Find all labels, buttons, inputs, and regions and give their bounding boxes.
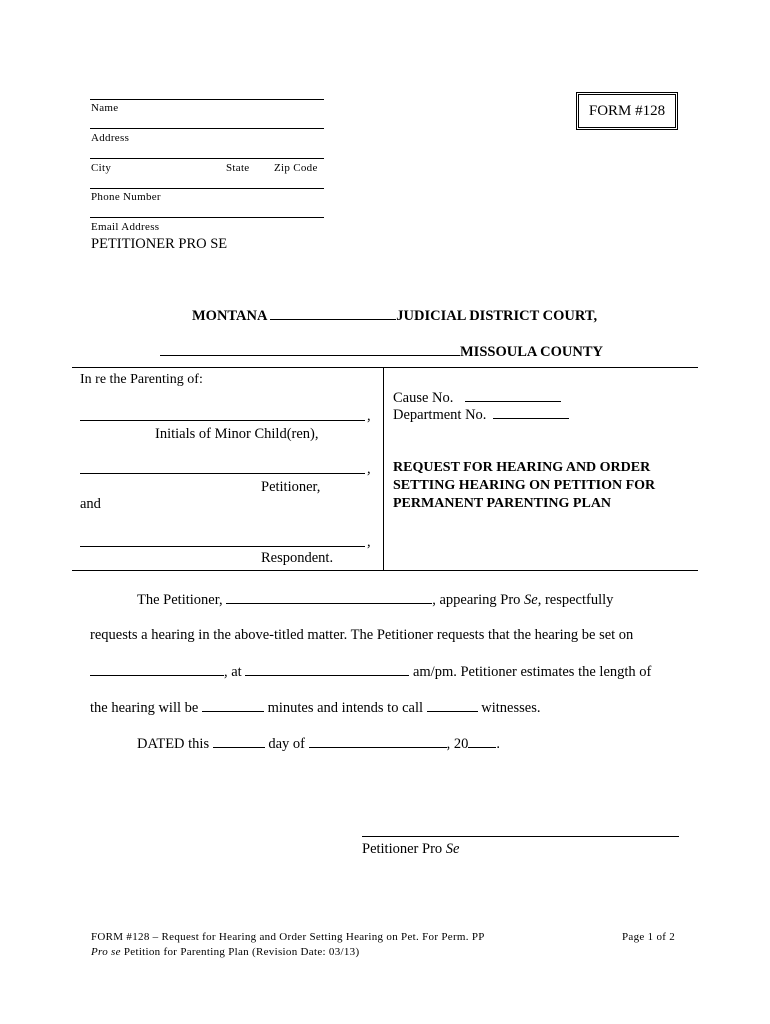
petitioner-label: Petitioner, <box>261 479 321 495</box>
address-line <box>90 128 324 129</box>
form-number: FORM #128 <box>588 102 666 119</box>
department-number-blank <box>493 406 569 419</box>
minor-children-label: Initials of Minor Child(ren), <box>155 426 319 442</box>
caption-top-rule <box>72 367 698 368</box>
hearing-date-blank <box>90 663 224 676</box>
address-label: Address <box>91 132 130 144</box>
signature-se-text: Se <box>445 841 460 857</box>
court-name: JUDICIAL DISTRICT COURT, <box>396 308 598 324</box>
body-line-4 <box>90 699 540 717</box>
state-name: MONTANA <box>192 308 267 324</box>
dated-this-text: DATED this <box>137 736 210 752</box>
caption-bottom-rule <box>72 570 698 571</box>
dated-year-text: , 20 <box>446 736 469 752</box>
respondent-blank <box>80 546 365 547</box>
court-line-2 <box>160 343 603 361</box>
witnesses-blank <box>427 699 478 712</box>
cause-number-label: Cause No. <box>393 390 454 406</box>
respondent-comma: , <box>367 534 371 550</box>
zip-label: Zip Code <box>274 162 318 174</box>
minutes-blank <box>202 699 264 712</box>
document-title-line-1: REQUEST FOR HEARING AND ORDER <box>393 460 651 475</box>
email-line <box>90 217 324 218</box>
dated-month-blank <box>309 735 447 748</box>
footer-pro-se: Pro se <box>91 946 121 958</box>
body-appearing-text: , appearing Pro <box>432 592 525 608</box>
county-blank <box>160 343 460 356</box>
body-petitioner-text: The Petitioner, <box>137 592 223 608</box>
district-number-blank <box>270 307 396 320</box>
phone-label: Phone Number <box>91 191 161 203</box>
dated-year-blank <box>468 735 496 748</box>
body-respectfully-text: , respectfully <box>537 592 614 608</box>
footer-line-2 <box>91 946 359 958</box>
minor-comma: , <box>367 408 371 424</box>
document-title-line-2: SETTING HEARING ON PETITION FOR <box>393 478 656 493</box>
body-at-text: , at <box>224 664 242 680</box>
signature-label <box>362 841 459 858</box>
name-line <box>90 99 324 100</box>
caption-divider <box>383 367 384 571</box>
document-title <box>393 459 655 513</box>
minor-blank <box>80 420 365 421</box>
dated-day-blank <box>213 735 265 748</box>
phone-line <box>90 188 324 189</box>
form-number-box <box>576 92 678 130</box>
dated-day-of-text: day of <box>268 736 305 752</box>
page-number: Page 1 of 2 <box>622 931 676 943</box>
body-witnesses-text: witnesses. <box>481 700 541 716</box>
body-se-text: Se <box>524 592 538 608</box>
petitioner-blank <box>80 473 365 474</box>
county-name: MISSOULA COUNTY <box>460 344 604 360</box>
and-label: and <box>80 496 101 512</box>
footer-line-2-rest: Petition for Parenting Plan (Revision Date: 03/13) <box>120 946 360 958</box>
cause-number-blank <box>465 389 561 402</box>
dated-line <box>137 735 500 753</box>
petitioner-comma: , <box>367 461 371 477</box>
body-line-2: requests a hearing in the above-titled matter. The Petitioner requests that the hearing be set on <box>90 627 634 643</box>
department-number-label: Department No. <box>393 407 487 423</box>
body-line-3 <box>90 663 651 681</box>
cause-number <box>393 389 561 407</box>
email-label: Email Address <box>91 221 160 233</box>
department-number <box>393 406 569 424</box>
hearing-time-blank <box>245 663 409 676</box>
footer-line-1: FORM #128 – Request for Hearing and Order Setting Hearing on Pet. For Perm. PP <box>91 931 485 943</box>
petitioner-name-blank <box>226 591 432 604</box>
in-re-label: In re the Parenting of: <box>80 372 203 387</box>
state-label: State <box>226 162 250 174</box>
name-label: Name <box>91 102 119 114</box>
body-ampm-text: am/pm. Petitioner estimates the length of <box>412 664 652 680</box>
body-minutes-text: minutes and intends to call <box>267 700 424 716</box>
signature-line <box>362 836 679 837</box>
court-line-1 <box>192 307 597 325</box>
body-line-1 <box>137 591 613 609</box>
signature-label-text: Petitioner Pro <box>362 841 446 857</box>
petitioner-pro-se-heading: PETITIONER PRO SE <box>91 236 228 252</box>
document-title-line-3: PERMANENT PARENTING PLAN <box>393 496 612 511</box>
body-hearing-will-be-text: the hearing will be <box>90 700 199 716</box>
city-line <box>90 158 324 159</box>
dated-end-text: . <box>496 736 500 752</box>
respondent-label: Respondent. <box>261 550 334 566</box>
city-label: City <box>91 162 112 174</box>
